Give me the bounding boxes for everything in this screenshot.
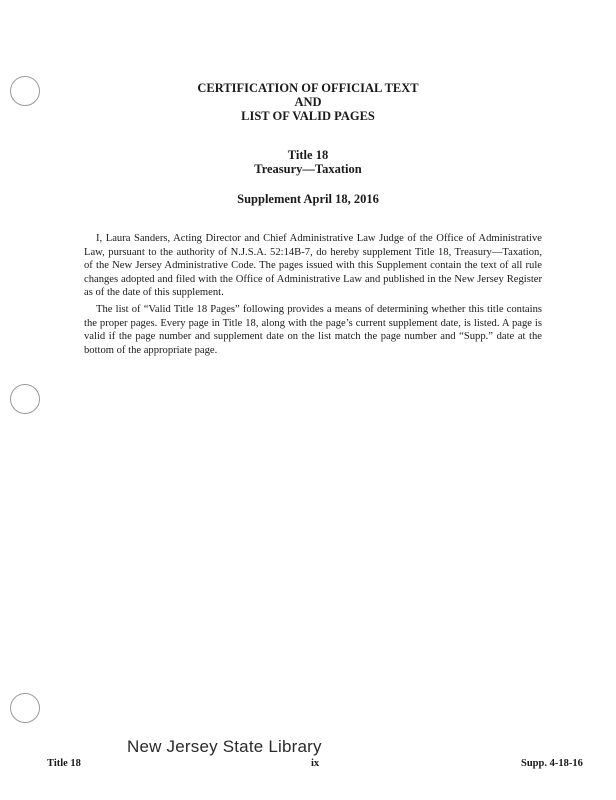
footer-supplement: Supp. 4-18-16 [521, 758, 583, 769]
title-name: Treasury—Taxation [254, 162, 362, 176]
punch-hole-icon [10, 693, 40, 723]
footer-title: Title 18 [47, 758, 81, 769]
certification-body [84, 232, 542, 357]
library-stamp: New Jersey State Library [127, 737, 322, 756]
title-block [0, 148, 616, 176]
heading-line-2: AND [294, 95, 322, 109]
heading-line-1: CERTIFICATION OF OFFICIAL TEXT [197, 81, 419, 95]
certification-heading [0, 81, 616, 123]
heading-line-3: LIST OF VALID PAGES [241, 109, 375, 123]
body-paragraph-2: The list of “Valid Title 18 Pages” following provides a means of determining whether this title contains the proper pages. Every page in Title 18, along with the page’s current supplement date, is listed. A page is valid if the page number and supplement date on the list match the page number and “Supp.” date at the bottom of the appropriate page. [84, 303, 542, 356]
punch-hole-icon [10, 384, 40, 414]
supplement-date: Supplement April 18, 2016 [237, 192, 379, 206]
title-number: Title 18 [287, 148, 329, 162]
body-paragraph-1: I, Laura Sanders, Acting Director and Chief Administrative Law Judge of the Office of Administrative Law, pursuant to the authority of N.J.S.A. 52:14B-7, do hereby supplement Title 18, Treasury—Taxation, of the New Jersey Administrative Code. The pages issued with this Supplement contain the text of all rule changes adopted and filed with the Office of Administrative Law and published in the New Jersey Register as of the date of this supplement. [84, 233, 542, 299]
footer-page-number: ix [311, 758, 320, 769]
